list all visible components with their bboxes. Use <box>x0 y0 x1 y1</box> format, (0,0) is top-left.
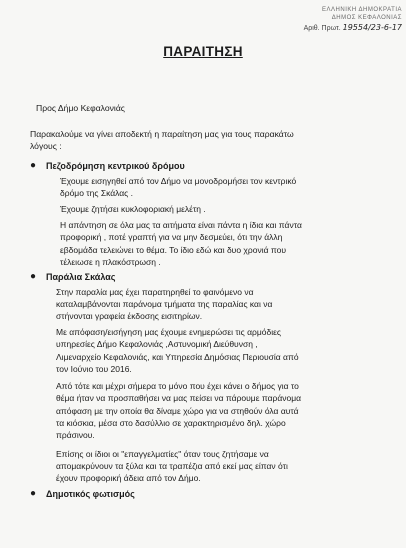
section-1-line: δρόμο της Σκάλας . <box>60 188 133 198</box>
section-heading-1: Πεζοδρόμηση κεντρικού δρόμου <box>46 161 185 171</box>
intro-line-2: λόγους : <box>30 141 62 151</box>
section-2-line: τον Ιούνιο του 2016. <box>56 364 132 374</box>
section-heading-2: Παράλια Σκάλας <box>46 272 116 282</box>
section-2-line: καταλαμβάνονται παράνομα τμήματα της παραλίας και να <box>56 299 273 309</box>
section-heading-3: Δημοτικός φωτισμός <box>46 489 135 499</box>
section-2-line: Επίσης οι ίδιοι οι "επαγγελματίες" όταν τους ζητήσαμε να <box>56 449 269 459</box>
section-2-line: απόφαση με την οποία θα δίναμε χώρο για να στηθούν όλα αυτά <box>56 406 299 416</box>
stamp-reg-label: Αριθ. Πρωτ. <box>303 25 341 32</box>
stamp-line-2: ΔΗΜΟΣ ΚΕΦΑΛΟΝΙΑΣ <box>331 15 402 21</box>
section-1-line: Η απάντηση σε όλα μας τα αιτήματα είναι πάντα η ίδια και πάντα <box>60 220 302 230</box>
section-2-line: Λιμεναρχείο Κεφαλονιάς, και Υπηρεσία Δημόσιας Περιουσία από <box>56 352 299 362</box>
section-2-line: Από τότε και μέχρι σήμερα το μόνο που έχει κάνει ο δήμος για το <box>56 381 299 391</box>
section-1-line: εβδομάδα τελειώνει το θέμα. Το ίδιο εδώ και δυο χρονιά που <box>60 245 286 255</box>
section-2-line: έχουν προφορική άδεια από τον Δήμο. <box>56 473 201 483</box>
bullet-icon: ● <box>30 488 37 499</box>
section-2-line: τα κιόσκια, μέσα στο δασύλλιο σε χαρακτηρισμένο δηλ. χώρο <box>56 418 286 428</box>
section-2-line: απομακρύνουν τα ξύλα και τα τραπέζια από εκεί μας είπαν ότι <box>56 461 288 471</box>
section-1-line: τέλειωσε η πλακόστρωση . <box>60 257 161 267</box>
section-2-line: στήνονται γραφεία έκδοσης εισιτηρίων. <box>56 311 203 321</box>
section-2-line: υπηρεσίες Δήμο Κεφαλονιάς ,Αστυνομική Διεύθυνση , <box>56 339 258 349</box>
section-2-line: Στην παραλία μας έχει παρατηρηθεί το φαινόμενο να <box>56 287 254 297</box>
section-2-line: πράσινου. <box>56 430 95 440</box>
section-2-line: θέμα ήταν να προσπαθήσει να μας πείσει να πάρουμε παράνομα <box>56 393 302 403</box>
bullet-icon: ● <box>30 271 37 282</box>
stamp-registration <box>262 24 402 33</box>
registration-stamp <box>262 6 402 33</box>
intro-line-1: Παρακαλούμε να γίνει αποδεκτή η παραίτηση μας για τους παρακάτω <box>30 129 294 139</box>
section-1-line: Έχουμε εισηγηθεί από τον Δήμο να μονοδρομήσει τον κεντρικό <box>60 176 297 186</box>
bullet-icon: ● <box>30 160 37 171</box>
addressee: Προς Δήμο Κεφαλονιάς <box>36 103 125 113</box>
section-1-line: προφορική , ποτέ γραπτή για να μην δεσμεύει, ότι την άλλη <box>60 232 283 242</box>
section-1-line: Έχουμε ζητήσει κυκλοφοριακή μελέτη . <box>60 204 206 214</box>
stamp-line-1: ΕΛΛΗΝΙΚΗ ΔΗΜΟΚΡΑΤΙΑ <box>322 7 402 13</box>
stamp-reg-number: 19554/23-6-17 <box>342 23 402 32</box>
document-title: ΠΑΡΑΙΤΗΣΗ <box>163 44 243 59</box>
section-2-line: Με απόφαση/εισήγηση μας έχουμε ενημερώσει τις αρμόδιες <box>56 327 281 337</box>
